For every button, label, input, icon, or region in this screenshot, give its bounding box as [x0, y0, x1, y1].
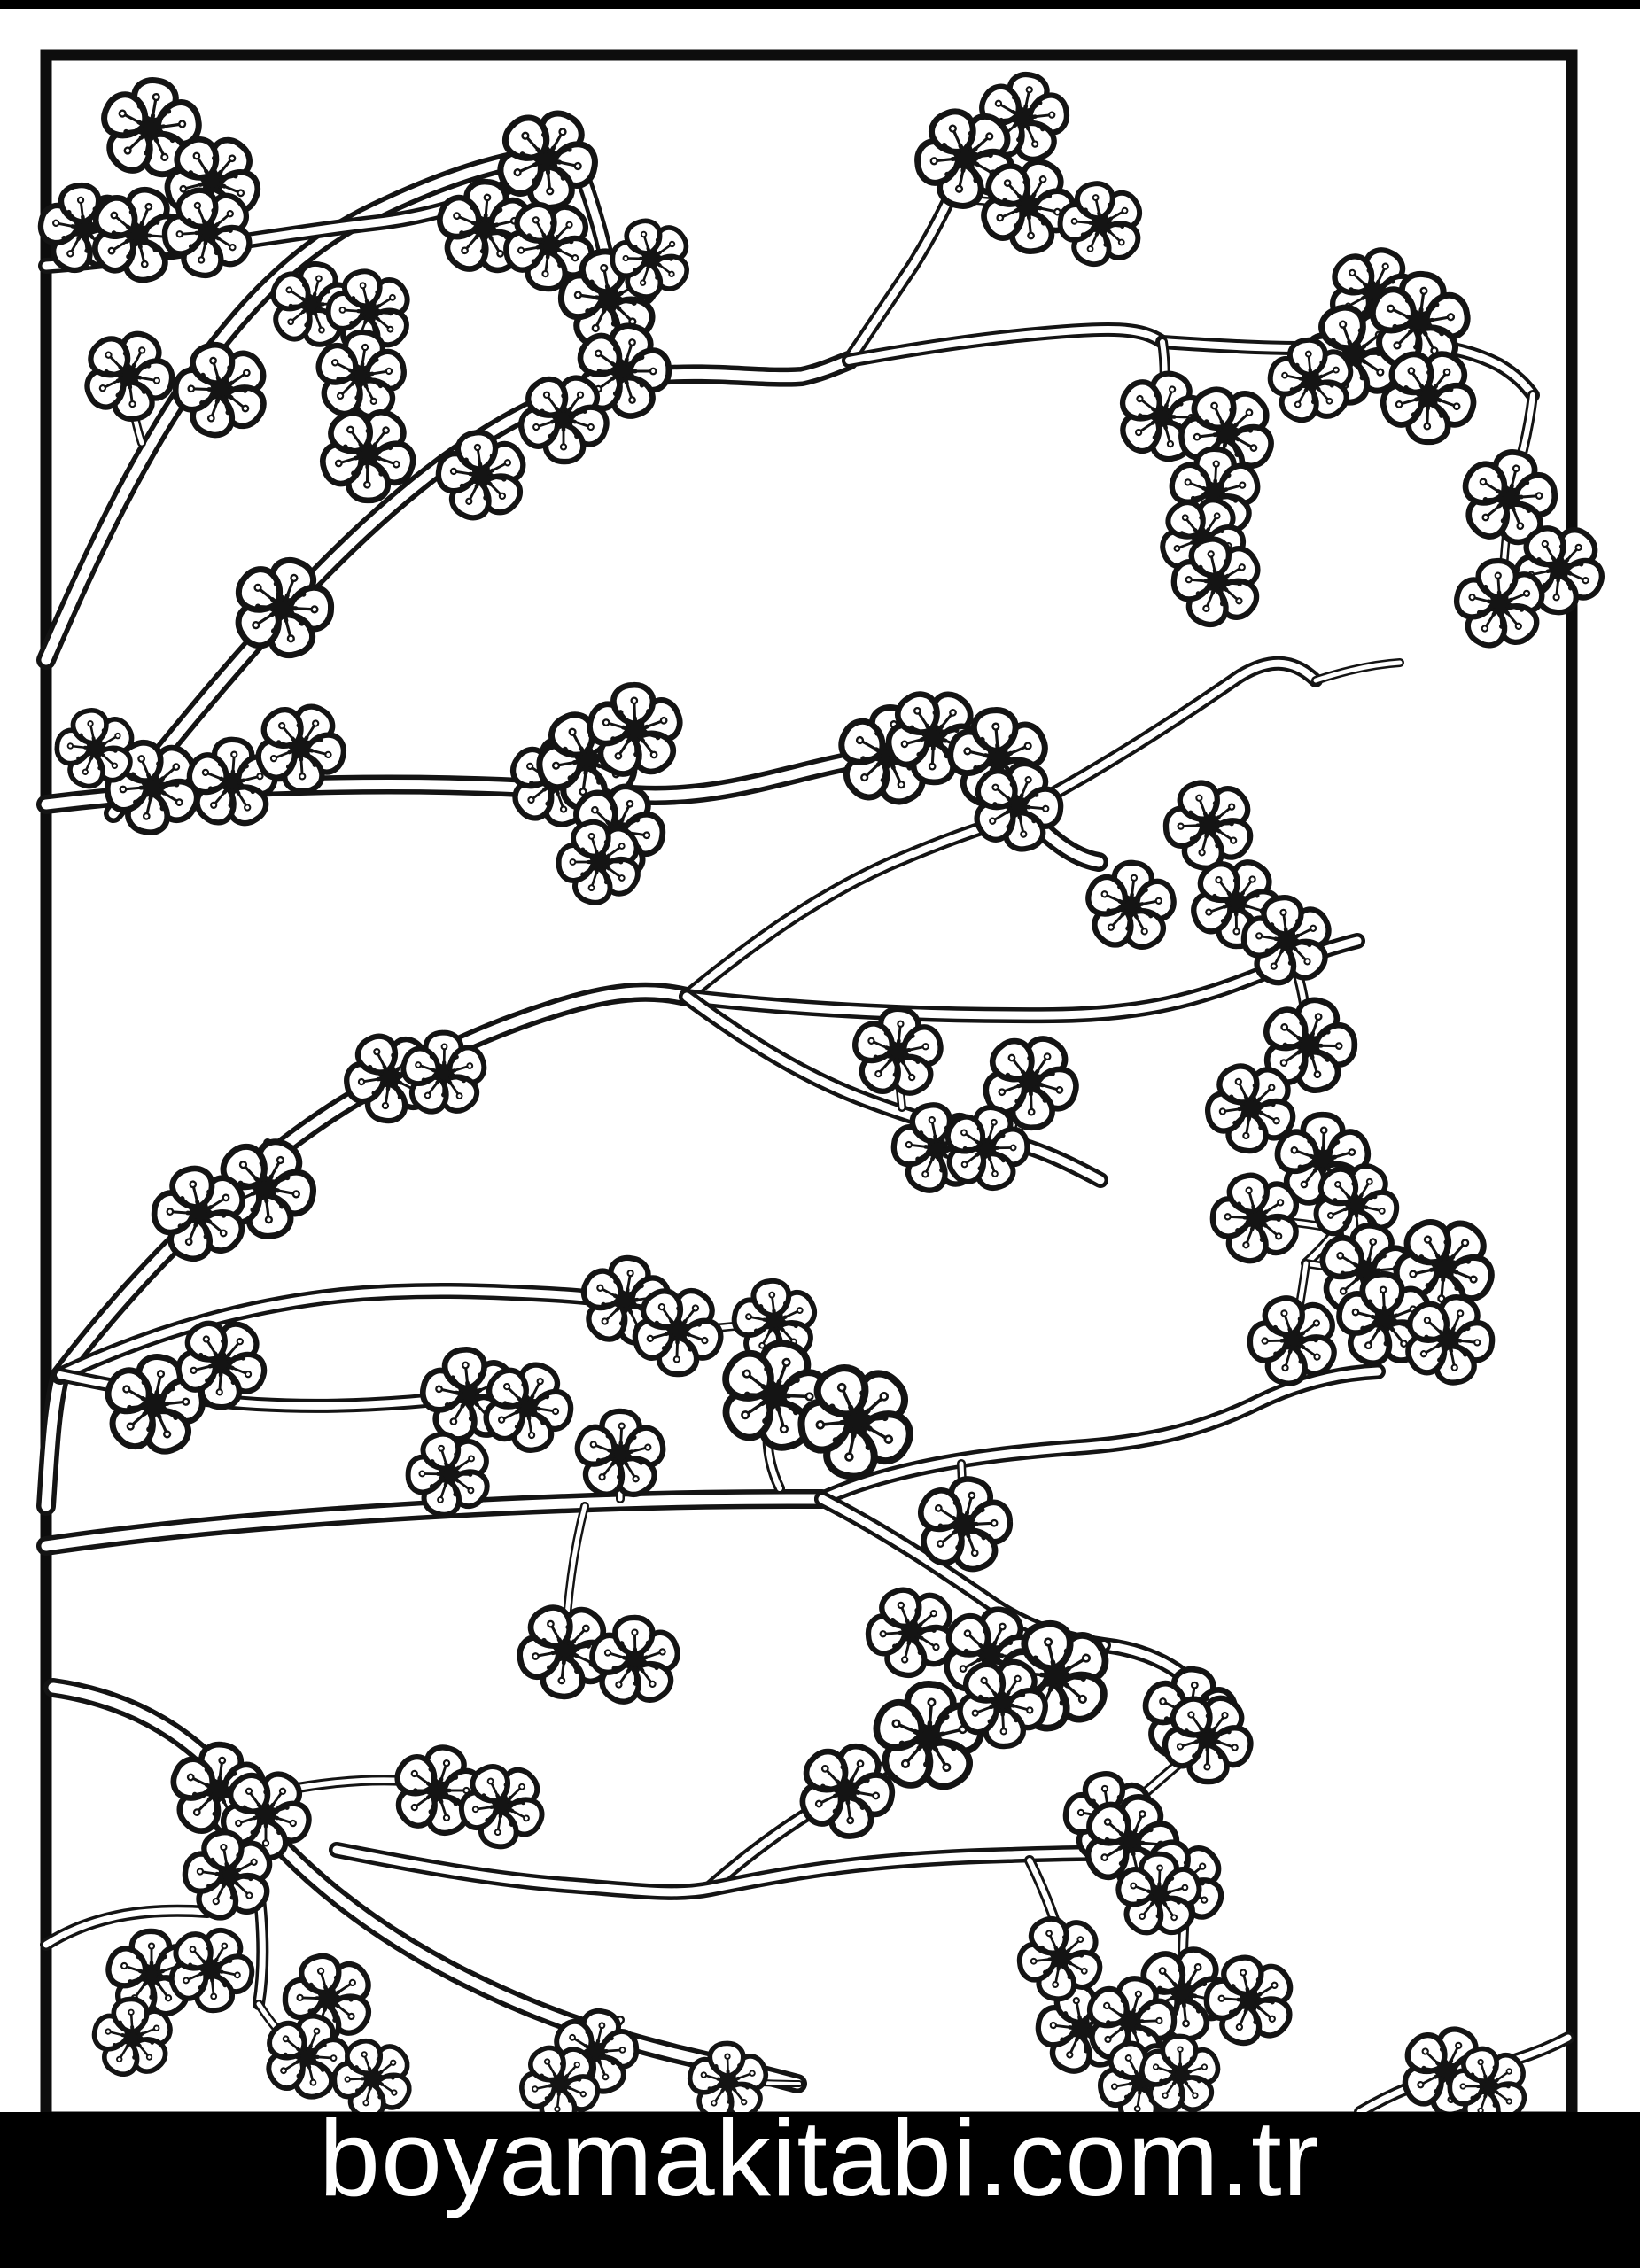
blossom-flower: [571, 1409, 670, 1503]
watermark-footer: [0, 2098, 1640, 2268]
website-watermark: boyamakitabi.com.tr: [319, 2098, 1320, 2218]
scan-edge-strip: [0, 0, 1640, 9]
blossom-flower: [152, 322, 287, 458]
blossom-flower: [903, 1467, 1023, 1585]
blossom-flower: [1077, 858, 1182, 959]
